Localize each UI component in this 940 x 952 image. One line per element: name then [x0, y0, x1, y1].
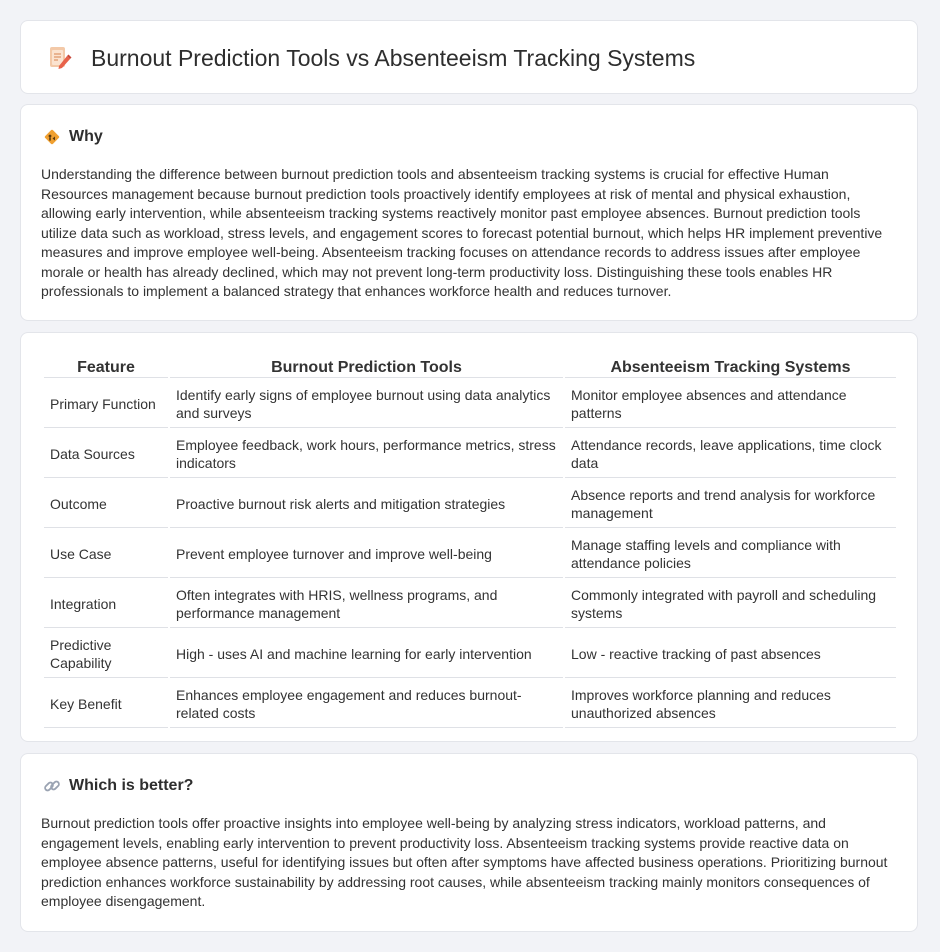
table-row — [44, 430, 896, 478]
feature-cell: Key Benefit — [44, 680, 168, 728]
feature-cell: Data Sources — [44, 430, 168, 478]
header-absenteeism: Absenteeism Tracking Systems — [565, 356, 896, 378]
better-text: Burnout prediction tools offer proactive insights into employee well-being by analyzing stress indicators, workload patterns, and engagement levels, enabling early intervention to prevent productivity loss. Absenteeism tracking systems provide reactive data on employee absence patterns, useful for identifying issues but often after symptoms have affected business operations. Prioritizing burnout prediction enhances workforce sustainability by addressing root causes, while absenteeism tracking mainly monitors consequences of employee disengagement. — [41, 815, 888, 909]
which-better-section — [20, 753, 918, 932]
table-row — [44, 680, 896, 728]
absenteeism-cell: Commonly integrated with payroll and scheduling systems — [565, 580, 896, 628]
absenteeism-cell: Manage staffing levels and compliance with attendance policies — [565, 530, 896, 578]
comparison-table — [42, 354, 898, 730]
header-burnout: Burnout Prediction Tools — [170, 356, 563, 378]
better-header — [43, 776, 193, 796]
absenteeism-cell: Attendance records, leave applications, time clock data — [565, 430, 896, 478]
burnout-cell: High - uses AI and machine learning for early intervention — [170, 630, 563, 678]
feature-cell: Predictive Capability — [44, 630, 168, 678]
table-row — [44, 530, 896, 578]
absenteeism-cell: Improves workforce planning and reduces unauthorized absences — [565, 680, 896, 728]
feature-cell: Outcome — [44, 480, 168, 528]
feature-cell: Use Case — [44, 530, 168, 578]
burnout-cell: Enhances employee engagement and reduces burnout-related costs — [170, 680, 563, 728]
table-header-row — [44, 356, 896, 378]
feature-cell: Primary Function — [44, 380, 168, 428]
diamond-sign-icon — [43, 128, 61, 146]
why-section — [20, 104, 918, 321]
table-row — [44, 480, 896, 528]
why-header — [43, 127, 103, 147]
title-row — [45, 43, 695, 73]
better-heading: Which is better? — [69, 777, 194, 794]
burnout-cell: Prevent employee turnover and improve well-being — [170, 530, 563, 578]
page-title: Burnout Prediction Tools vs Absenteeism Tracking Systems — [91, 45, 696, 71]
absenteeism-cell: Monitor employee absences and attendance patterns — [565, 380, 896, 428]
burnout-cell: Often integrates with HRIS, wellness programs, and performance management — [170, 580, 563, 628]
absenteeism-cell: Absence reports and trend analysis for workforce management — [565, 480, 896, 528]
table-row — [44, 630, 896, 678]
burnout-cell: Employee feedback, work hours, performance metrics, stress indicators — [170, 430, 563, 478]
why-heading: Why — [69, 128, 103, 145]
comparison-section — [20, 332, 918, 742]
why-text: Understanding the difference between burnout prediction tools and absenteeism tracking systems is crucial for effective Human Resources management because burnout prediction tools proactively identify employees at risk of mental and physical exhaustion, allowing early intervention, while absenteeism tracking systems reactively monitor past employee absences. Burnout prediction tools utilize data such as workload, stress levels, and engagement scores to forecast potential burnout, which helps HR implement preventive measures and improve employee well-being. Absenteeism tracking focuses on attendance records to address issues after employee morale or health has already declined, which may not prevent long-term productivity loss. Distinguishing these tools enables HR professionals to implement a balanced strategy that enhances workforce health and reduces turnover. — [41, 166, 883, 299]
feature-cell: Integration — [44, 580, 168, 628]
burnout-cell: Identify early signs of employee burnout using data analytics and surveys — [170, 380, 563, 428]
table-row — [44, 580, 896, 628]
title-card — [20, 20, 918, 94]
absenteeism-cell: Low - reactive tracking of past absences — [565, 630, 896, 678]
table-row — [44, 380, 896, 428]
document-edit-icon — [45, 44, 73, 72]
burnout-cell: Proactive burnout risk alerts and mitigation strategies — [170, 480, 563, 528]
header-feature: Feature — [44, 356, 168, 378]
link-icon — [43, 777, 61, 795]
